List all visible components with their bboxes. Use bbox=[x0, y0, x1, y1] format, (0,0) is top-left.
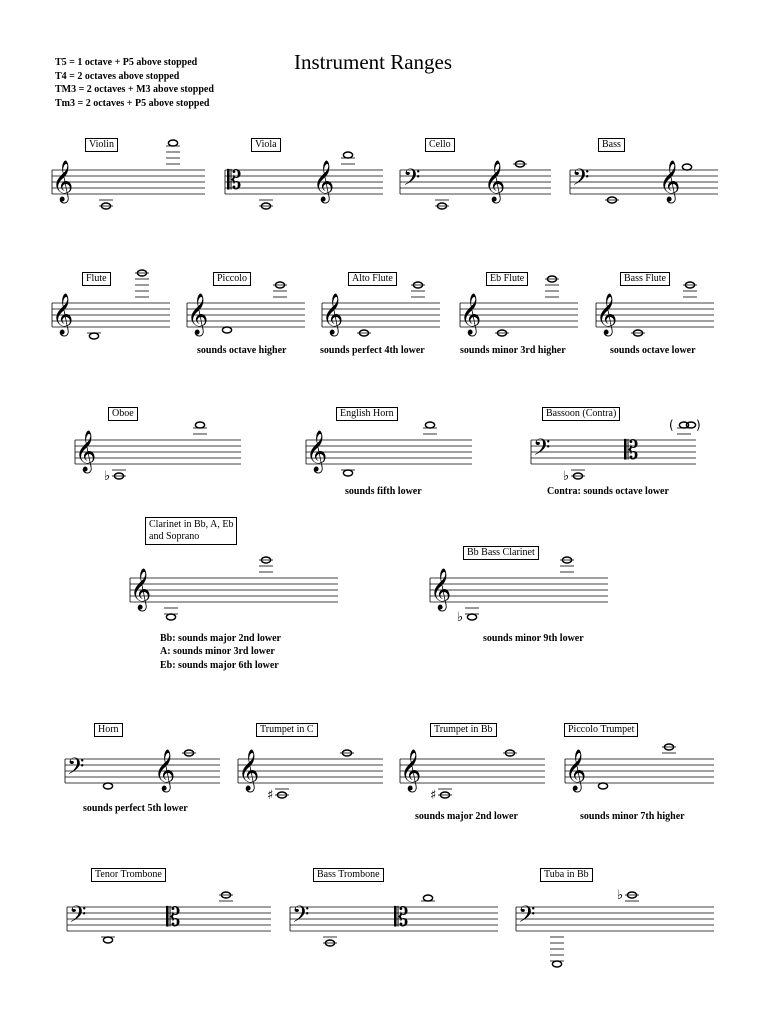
treble-clef-glyph: 𝄞 bbox=[52, 161, 74, 202]
bass-clef-glyph: 𝄢 bbox=[69, 902, 87, 933]
viola-label: Viola bbox=[251, 138, 281, 152]
treble-clef-glyph: 𝄞 bbox=[238, 750, 260, 791]
page-title: Instrument Ranges bbox=[294, 50, 453, 74]
english-horn-label: English Horn bbox=[336, 407, 398, 421]
treble-clef-glyph: 𝄞 bbox=[52, 294, 74, 335]
bass-trombone-label: Bass Trombone bbox=[313, 868, 384, 882]
accidental-glyph: ♯ bbox=[267, 788, 274, 803]
bass-clef-glyph: 𝄢 bbox=[403, 165, 421, 196]
alto-flute-label: Alto Flute bbox=[348, 272, 397, 286]
treble-clef-glyph: 𝄞 bbox=[596, 294, 618, 335]
c-clef-glyph: 𝄡 bbox=[166, 903, 181, 933]
horn-label: Horn bbox=[94, 723, 123, 737]
whole-note bbox=[103, 937, 112, 943]
whole-note bbox=[552, 961, 561, 967]
bass-clef-glyph: 𝄢 bbox=[518, 902, 536, 933]
clarinet-note: Eb: sounds major 6th lower bbox=[160, 660, 279, 671]
clarinet-note: A: sounds minor 3rd lower bbox=[160, 646, 275, 657]
trumpet-bb-label: Trumpet in Bb bbox=[430, 723, 497, 737]
legend-line: T5 = 1 octave + P5 above stopped bbox=[55, 57, 198, 68]
oboe-label: Oboe bbox=[108, 407, 138, 421]
trumpet-bb-note: sounds major 2nd lower bbox=[415, 811, 518, 822]
whole-note bbox=[89, 333, 98, 339]
treble-clef-glyph: 𝄞 bbox=[154, 750, 176, 791]
treble-clef-glyph: 𝄞 bbox=[659, 161, 681, 202]
piccolo-trumpet-note: sounds minor 7th higher bbox=[580, 811, 685, 822]
bass-flute-note: sounds octave lower bbox=[610, 345, 696, 356]
accidental-glyph: ♭ bbox=[563, 469, 570, 484]
flute-label: Flute bbox=[82, 272, 111, 286]
treble-clef-glyph: 𝄞 bbox=[430, 569, 452, 610]
tuba-label: Tuba in Bb bbox=[540, 868, 593, 882]
c-clef-glyph: 𝄡 bbox=[624, 436, 639, 466]
piccolo-trumpet-label: Piccolo Trumpet bbox=[564, 723, 638, 737]
treble-clef-glyph: 𝄞 bbox=[565, 750, 587, 791]
accidental-glyph: ♭ bbox=[457, 610, 464, 625]
tenor-trombone-label: Tenor Trombone bbox=[91, 868, 166, 882]
paren-glyph: ( bbox=[669, 418, 674, 432]
piccolo-label: Piccolo bbox=[213, 272, 251, 286]
whole-note bbox=[686, 422, 695, 428]
bass-clarinet-note: sounds minor 9th lower bbox=[483, 633, 584, 644]
clarinet-note: Bb: sounds major 2nd lower bbox=[160, 633, 281, 644]
treble-clef-glyph: 𝄞 bbox=[75, 431, 97, 472]
whole-note bbox=[168, 140, 177, 146]
eb-flute-label: Eb Flute bbox=[486, 272, 528, 286]
treble-clef-glyph: 𝄞 bbox=[187, 294, 209, 335]
cello-label: Cello bbox=[425, 138, 455, 152]
whole-note bbox=[467, 614, 476, 620]
alto-flute-note: sounds perfect 4th lower bbox=[320, 345, 425, 356]
treble-clef-glyph: 𝄞 bbox=[484, 161, 506, 202]
whole-note bbox=[682, 164, 691, 170]
treble-clef-glyph: 𝄞 bbox=[130, 569, 152, 610]
whole-note bbox=[222, 327, 231, 333]
bass-clarinet-label: Bb Bass Clarinet bbox=[463, 546, 539, 560]
bassoon-label: Bassoon (Contra) bbox=[542, 407, 620, 421]
english-horn-note: sounds fifth lower bbox=[345, 486, 422, 497]
whole-note bbox=[425, 422, 434, 428]
paren-glyph: ) bbox=[696, 418, 701, 432]
accidental-glyph: ♭ bbox=[104, 469, 111, 484]
bass-clef-glyph: 𝄢 bbox=[533, 435, 551, 466]
clarinet-label-line: and Soprano bbox=[149, 531, 200, 542]
whole-note bbox=[343, 152, 352, 158]
whole-note bbox=[423, 895, 432, 901]
legend-line: T4 = 2 octaves above stopped bbox=[55, 70, 180, 82]
horn-note: sounds perfect 5th lower bbox=[83, 803, 188, 814]
bass-clef-glyph: 𝄢 bbox=[292, 902, 310, 933]
legend-line: TM3 = 2 octaves + M3 above stopped bbox=[55, 84, 214, 95]
treble-clef-glyph: 𝄞 bbox=[306, 431, 328, 472]
accidental-glyph: ♯ bbox=[430, 788, 437, 803]
bass-flute-label: Bass Flute bbox=[620, 272, 670, 286]
treble-clef-glyph: 𝄞 bbox=[313, 161, 335, 202]
piccolo-note: sounds octave higher bbox=[197, 345, 287, 356]
clarinet-label-line: Clarinet in Bb, A, Eb bbox=[149, 519, 234, 530]
c-clef-glyph: 𝄡 bbox=[227, 166, 242, 196]
treble-clef-glyph: 𝄞 bbox=[322, 294, 344, 335]
whole-note bbox=[195, 422, 204, 428]
bass-clef-glyph: 𝄢 bbox=[572, 165, 590, 196]
whole-note bbox=[166, 614, 175, 620]
legend-line: Tm3 = 2 octaves + P5 above stopped bbox=[55, 97, 210, 109]
bassoon-note: Contra: sounds octave lower bbox=[547, 486, 669, 497]
whole-note bbox=[103, 783, 112, 789]
treble-clef-glyph: 𝄞 bbox=[460, 294, 482, 335]
whole-note bbox=[598, 783, 607, 789]
accidental-glyph: ♭ bbox=[617, 888, 624, 903]
bass-clef-glyph: 𝄢 bbox=[67, 754, 85, 785]
c-clef-glyph: 𝄡 bbox=[394, 903, 409, 933]
eb-flute-note: sounds minor 3rd higher bbox=[460, 345, 566, 356]
trumpet-c-label: Trumpet in C bbox=[256, 723, 318, 737]
bass-label: Bass bbox=[598, 138, 625, 152]
treble-clef-glyph: 𝄞 bbox=[400, 750, 422, 791]
whole-note bbox=[343, 470, 352, 476]
violin-label: Violin bbox=[85, 138, 118, 152]
